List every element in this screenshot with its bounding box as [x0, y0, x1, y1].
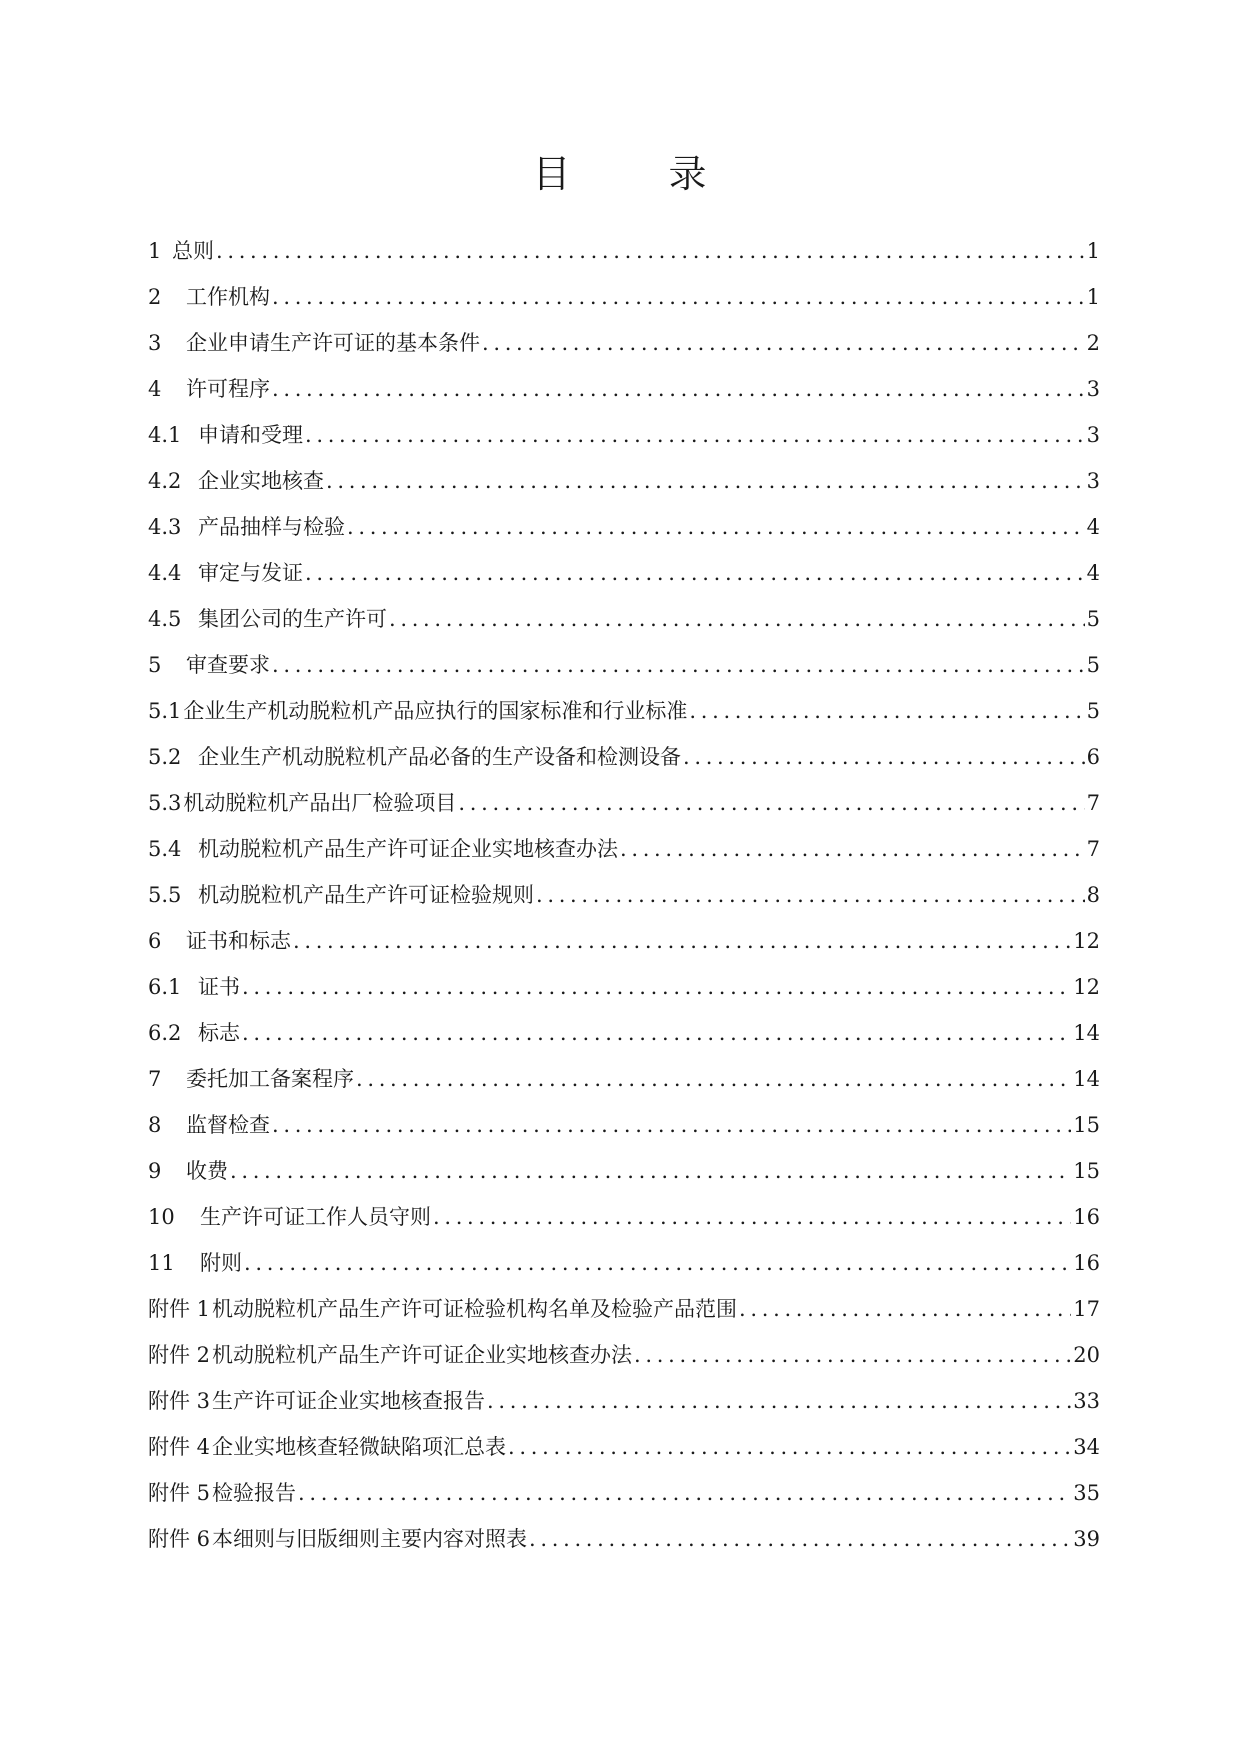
toc-entry-4-2[interactable] [148, 458, 1100, 504]
toc-leader [536, 872, 1085, 918]
toc-page-number: 34 [1073, 1435, 1100, 1459]
toc-page-number: 1 [1086, 239, 1100, 263]
toc-number: 6.2 [148, 1021, 182, 1045]
toc-text: 生产许可证企业实地核查报告 [212, 1389, 486, 1413]
toc-leader [620, 826, 1085, 872]
title-char-2: 录 [668, 152, 709, 196]
toc-text: 机动脱粒机产品出厂检验项目 [183, 791, 457, 815]
toc-leader [634, 1332, 1071, 1378]
toc-page-number: 4 [1086, 515, 1100, 539]
toc-text: 机动脱粒机产品生产许可证企业实地核查办法 [198, 837, 618, 861]
toc-text: 审查要求 [186, 653, 270, 677]
toc-number: 11 [148, 1251, 175, 1275]
toc-page-number: 5 [1086, 607, 1100, 631]
toc-number: 10 [148, 1205, 175, 1229]
toc-page-number: 17 [1073, 1297, 1100, 1321]
toc-text: 审定与发证 [198, 561, 303, 585]
toc-page-number: 12 [1073, 929, 1100, 953]
toc-text: 企业申请生产许可证的基本条件 [186, 331, 480, 355]
toc-entry-appendix-2[interactable] [148, 1332, 1100, 1378]
toc-text: 企业生产机动脱粒机产品必备的生产设备和检测设备 [198, 745, 681, 769]
toc-number: 4.3 [148, 515, 182, 539]
toc-leader [272, 274, 1085, 320]
toc-text: 委托加工备案程序 [186, 1067, 354, 1091]
toc-number: 4.2 [148, 469, 182, 493]
toc-number: 附件 6 [148, 1527, 211, 1551]
toc-text: 监督检查 [186, 1113, 270, 1137]
toc-leader [508, 1424, 1071, 1470]
toc-entry-10[interactable] [148, 1194, 1100, 1240]
toc-text: 申请和受理 [198, 423, 303, 447]
toc-entry-4[interactable] [148, 366, 1100, 412]
toc-page-number: 7 [1086, 791, 1100, 815]
toc-page-number: 7 [1086, 837, 1100, 861]
toc-leader [689, 688, 1084, 734]
toc-leader [487, 1378, 1071, 1424]
toc-leader [683, 734, 1085, 780]
toc-entry-5[interactable] [148, 642, 1100, 688]
toc-number: 4.5 [148, 607, 182, 631]
toc-text: 产品抽样与检验 [198, 515, 345, 539]
toc-page-number: 14 [1073, 1067, 1100, 1091]
toc-text: 机动脱粒机产品生产许可证检验机构名单及检验产品范围 [212, 1297, 738, 1321]
toc-leader [230, 1148, 1071, 1194]
toc-number: 5.3 [148, 791, 182, 815]
toc-number: 附件 4 [148, 1435, 211, 1459]
toc-page-number: 16 [1073, 1205, 1100, 1229]
toc-entry-5-4[interactable] [148, 826, 1100, 872]
toc-entry-appendix-1[interactable] [148, 1286, 1100, 1332]
toc-leader [272, 642, 1085, 688]
toc-number: 附件 5 [148, 1481, 211, 1505]
toc-number: 5.2 [148, 745, 182, 769]
toc-number: 附件 3 [148, 1389, 211, 1413]
toc-number: 7 [148, 1067, 162, 1091]
toc-text: 企业实地核查轻微缺陷项汇总表 [212, 1435, 507, 1459]
toc-number: 1 [148, 239, 162, 263]
toc-text: 证书 [198, 975, 240, 999]
toc-entry-appendix-4[interactable] [148, 1424, 1100, 1470]
toc-page-number: 20 [1073, 1343, 1100, 1367]
toc-page-number: 5 [1086, 653, 1100, 677]
toc-number: 附件 2 [148, 1343, 211, 1367]
toc-text: 许可程序 [186, 377, 270, 401]
toc-entry-11[interactable] [148, 1240, 1100, 1286]
toc-entry-4-1[interactable] [148, 412, 1100, 458]
toc-entry-5-5[interactable] [148, 872, 1100, 918]
toc-leader [242, 964, 1071, 1010]
toc-number: 3 [148, 331, 162, 355]
toc-leader [356, 1056, 1071, 1102]
toc-number: 5.5 [148, 883, 182, 907]
toc-text: 企业实地核查 [198, 469, 324, 493]
toc-number: 2 [148, 285, 162, 309]
toc-page-number: 15 [1073, 1159, 1100, 1183]
toc-number: 9 [148, 1159, 162, 1183]
toc-entry-4-4[interactable] [148, 550, 1100, 596]
toc-entry-9[interactable] [148, 1148, 1100, 1194]
toc-entry-appendix-6[interactable] [148, 1516, 1100, 1562]
toc-page-number: 16 [1073, 1251, 1100, 1275]
toc-leader [293, 918, 1071, 964]
toc-text: 标志 [198, 1021, 240, 1045]
toc-page-number: 4 [1086, 561, 1100, 585]
toc-text: 本细则与旧版细则主要内容对照表 [212, 1527, 528, 1551]
toc-page-number: 15 [1073, 1113, 1100, 1137]
toc-entry-3[interactable] [148, 320, 1100, 366]
toc-page-number: 8 [1086, 883, 1100, 907]
toc-leader [389, 596, 1085, 642]
toc-page-number: 1 [1086, 285, 1100, 309]
toc-leader [347, 504, 1085, 550]
toc-entry-appendix-5[interactable] [148, 1470, 1100, 1516]
toc-page-number: 2 [1086, 331, 1100, 355]
toc-text: 机动脱粒机产品生产许可证企业实地核查办法 [212, 1343, 633, 1367]
toc-text: 收费 [186, 1159, 228, 1183]
toc-number: 5 [148, 653, 162, 677]
toc-number: 5.1 [148, 699, 182, 723]
toc-entry-6[interactable] [148, 918, 1100, 964]
toc-number: 6 [148, 929, 162, 953]
toc-leader [242, 1010, 1071, 1056]
toc-entry-6-1[interactable] [148, 964, 1100, 1010]
toc-page-number: 6 [1086, 745, 1100, 769]
toc-text: 集团公司的生产许可 [198, 607, 387, 631]
toc-leader [298, 1470, 1071, 1516]
toc-leader [482, 320, 1085, 366]
toc-leader [216, 228, 1085, 274]
toc-entry-2[interactable] [148, 274, 1100, 320]
toc-entry-4-3[interactable] [148, 504, 1100, 550]
toc-text: 工作机构 [186, 285, 270, 309]
toc-entry-5-3[interactable] [148, 780, 1100, 826]
toc-text: 检验报告 [212, 1481, 297, 1505]
toc-leader [272, 1102, 1071, 1148]
toc-entry-7[interactable] [148, 1056, 1100, 1102]
toc-page-number: 5 [1086, 699, 1100, 723]
toc-number: 5.4 [148, 837, 182, 861]
toc-page-number: 3 [1086, 377, 1100, 401]
toc-leader [458, 780, 1084, 826]
toc-entry-4-5[interactable] [148, 596, 1100, 642]
toc-page-number: 12 [1073, 975, 1100, 999]
toc-entry-5-1[interactable] [148, 688, 1100, 734]
toc-leader [244, 1240, 1071, 1286]
toc-entry-8[interactable] [148, 1102, 1100, 1148]
toc-entry-1[interactable] [148, 228, 1100, 274]
toc-page-number: 35 [1073, 1481, 1100, 1505]
toc-number: 4.1 [148, 423, 182, 447]
toc-text: 机动脱粒机产品生产许可证检验规则 [198, 883, 534, 907]
table-of-contents [148, 228, 1100, 1562]
toc-entry-appendix-3[interactable] [148, 1378, 1100, 1424]
toc-page-number: 3 [1086, 423, 1100, 447]
toc-leader [326, 458, 1085, 504]
toc-text: 证书和标志 [186, 929, 291, 953]
toc-leader [305, 412, 1085, 458]
toc-number: 附件 1 [148, 1297, 211, 1321]
toc-title [0, 148, 1241, 200]
toc-page-number: 39 [1073, 1527, 1100, 1551]
toc-text: 生产许可证工作人员守则 [200, 1205, 431, 1229]
toc-number: 8 [148, 1113, 162, 1137]
toc-text: 企业生产机动脱粒机产品应执行的国家标准和行业标准 [183, 699, 688, 723]
title-char-1: 目 [532, 152, 573, 196]
toc-leader [529, 1516, 1071, 1562]
toc-number: 6.1 [148, 975, 182, 999]
toc-entry-6-2[interactable] [148, 1010, 1100, 1056]
toc-page-number: 3 [1086, 469, 1100, 493]
toc-leader [305, 550, 1085, 596]
toc-leader [739, 1286, 1071, 1332]
toc-leader [272, 366, 1085, 412]
toc-text: 总则 [172, 239, 214, 263]
toc-text: 附则 [200, 1251, 242, 1275]
toc-page-number: 14 [1073, 1021, 1100, 1045]
toc-entry-5-2[interactable] [148, 734, 1100, 780]
toc-page-number: 33 [1073, 1389, 1100, 1413]
toc-leader [433, 1194, 1071, 1240]
toc-number: 4.4 [148, 561, 182, 585]
toc-number: 4 [148, 377, 162, 401]
